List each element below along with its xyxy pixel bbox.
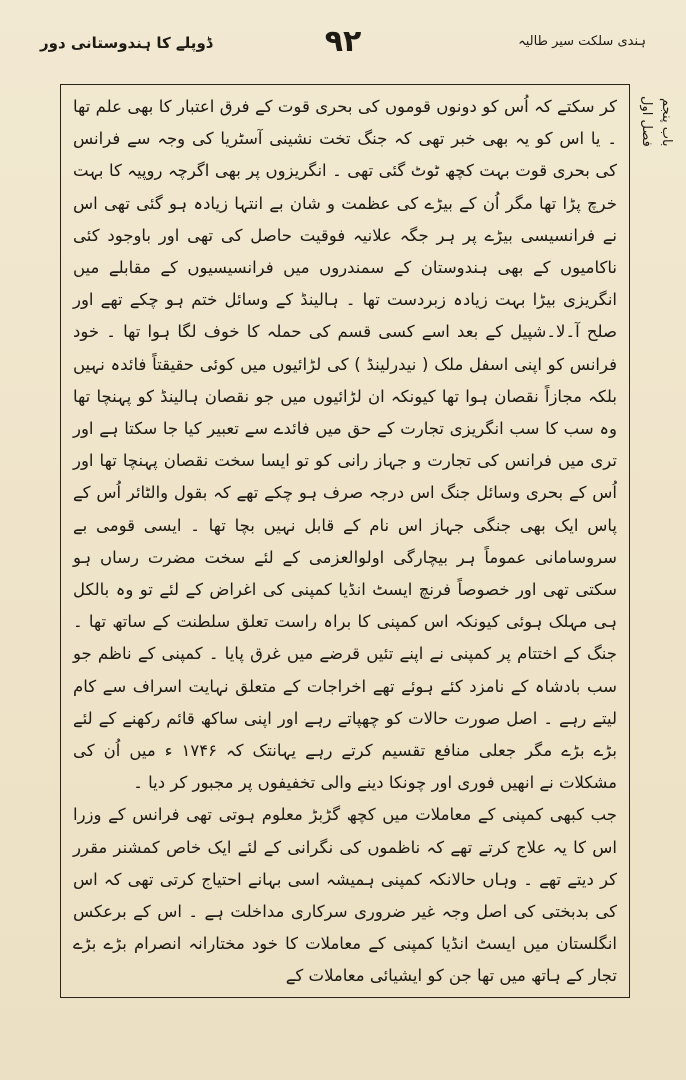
margin-chapter: باب پنجم <box>659 98 674 147</box>
body-text <box>73 91 617 991</box>
margin-note <box>636 96 676 147</box>
paragraph-1: کر سکتے کہ اُس کو دونوں قوموں کی بحری قوت کے فرق اعتبار کا بھی علم تھا ۔ یا اس کو یہ بھی خبر تھی کہ جنگ تخت نشینی آسٹریا کی وجہ سے فرانس کی بحری قوت بہت کچھ ٹوٹ گئی تھی ۔ انگریزوں پر بھی اگرچہ روپیہ کا بہت خرچ پڑا تھا مگر اُن کے بیڑے کی عظمت و شان بے انتہا زیادہ ہو گئی تھی اس نے فرانسیسی بیڑے پر ہر جگہ علانیہ فوقیت حاصل کی تھی اور باوجود کئی ناکامیوں کے بھی ہندوستان کے سمندروں میں فرانسیسیوں کے مقابلے میں انگریزی بیڑا بہت زیادہ زبردست تھا ۔ ہالینڈ کے وسائل ختم ہو چکے تھے اور صلح آ۔لا۔شپیل کے بعد اسے کسی قسم کی حملہ کا خوف لگا ہوا تھا ۔ خود فرانس کو اپنی اسفل ملک ( نیدرلینڈ ) کی لڑائیوں میں کوئی حقیقتاً فائدہ نہیں بلکہ مجازاً نقصان ہوا تھا کیونکہ ان لڑائیوں میں جو نقصان ہالینڈ کو پہنچا تھا وہ سب کا سب انگریزی تجارت کے حق میں فائدے سے تعبیر کیا جا سکتا ہے اور تری میں فرانس کی تجارت و جہاز رانی کو تو ایسا سخت نقصان پہنچا تھا اور اُس کے بحری وسائل جنگ اس درجہ صرف ہو چکے تھے کہ بقول والٹائر اُس کے پاس ایک بھی جنگی جہاز اس نام کے قابل نہیں بچا تھا ۔ ایسی قومی بے سروسامانی عموماً ہر بیچارگی اولوالعزمی کے لئے سخت مضرت رساں ہو سکتی تھی اور خصوصاً فرنچ ایسٹ انڈیا کمپنی کی اغراض کے لئے تو وہ بالکل ہی مہلک ہوئی کیونکہ اس کمپنی کا براہ راست تعلق سلطنت کے ساتھ تھا ۔ جنگ کے اختتام پر کمپنی نے اپنے تئیں قرضے میں غرق پایا ۔ کمپنی کے ناظم جو سب بادشاہ کے نامزد کئے ہوئے تھے اخراجات کے متعلق نہایت اسراف سے کام لیتے رہے ۔ اصل صورت حالات کو چھپاتے رہے اور اپنی ساکھ قائم رکھنے کے لئے بڑے بڑے مگر جعلی منافع تقسیم کرتے رہے یہانتک کہ ۱۷۴۶ ء میں اُن کی مشکلات نے انھیں فوری اور چونکا دینے والی تخفیفوں پر مجبور کر دیا ۔ <box>73 97 617 793</box>
text-frame <box>60 84 630 998</box>
margin-section: فصل اول <box>639 96 654 147</box>
paragraph-2: جب کبھی کمپنی کے معاملات میں کچھ گڑبڑ معلوم ہوتی تھی فرانس کے وزرا اس کا یہ علاج کرتے تھے کہ ناظموں کی نگرانی کے لئے ایک خاص کمشنر مقرر کر دیتے تھے ۔ وہاں حالانکہ کمپنی ہمیشہ اسی بہانے احتیاج کرتی تھی کہ اس کی بدبختی کی اصل وجہ غیر ضروری سرکاری مداخلت ہے ۔ اس کے برعکس انگلستان میں ایسٹ انڈیا کمپنی کے معاملات کا خود مختارانہ انصرام بڑے بڑے تجار کے ہاتھ میں تھا جن کو ایشیائی معاملات کے <box>73 805 617 986</box>
running-head-book-title: ہندی سلکت سیر طالیہ <box>518 34 646 49</box>
page-header <box>40 18 646 74</box>
running-head-chapter-title: ڈوپلے کا ہندوستانی دور <box>40 34 213 52</box>
page-number: ۹۲ <box>324 24 362 59</box>
